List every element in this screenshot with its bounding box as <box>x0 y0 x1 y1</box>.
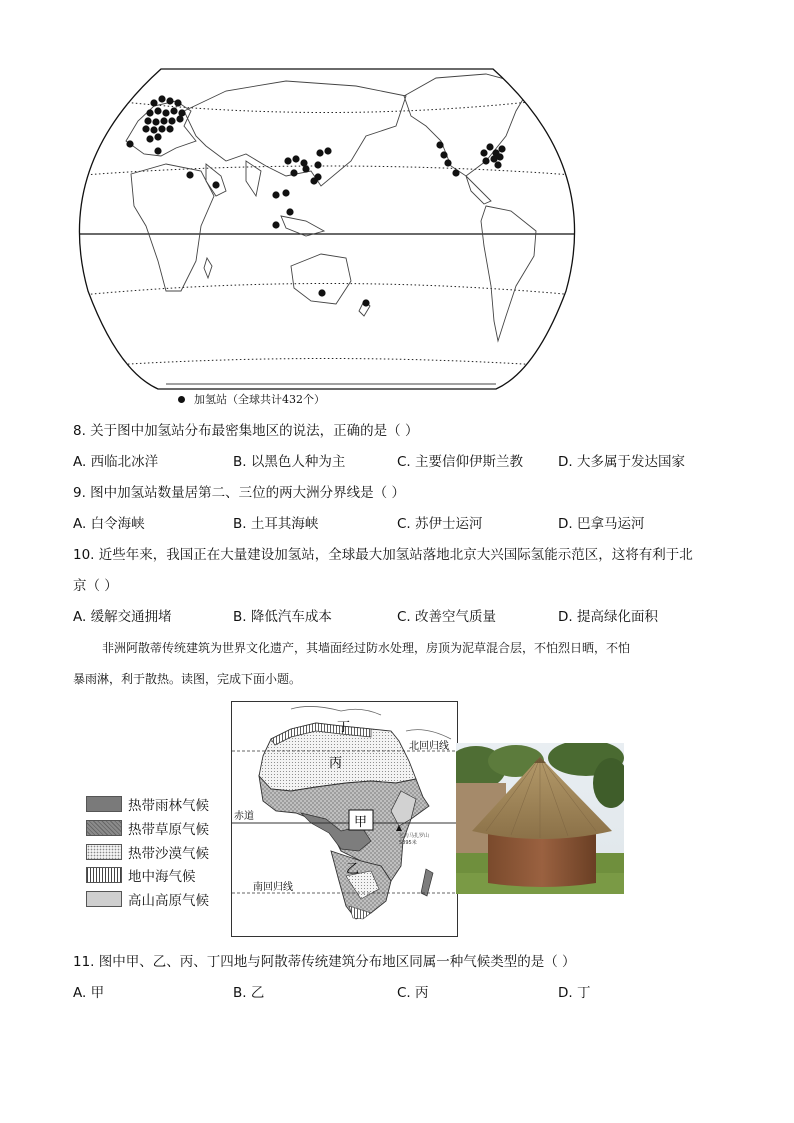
hydrogen-station-dot <box>440 151 447 158</box>
hydrogen-station-dot <box>286 208 293 215</box>
hydrogen-station-dot <box>272 191 279 198</box>
q9-option-a[interactable]: A. 白令海峡 <box>73 516 145 532</box>
hydrogen-station-dot <box>282 189 289 196</box>
hydrogen-station-dot <box>362 299 369 306</box>
hydrogen-station-dot <box>186 171 193 178</box>
hydrogen-station-dot <box>146 135 153 142</box>
region-jia: 甲 <box>354 815 368 830</box>
hydrogen-station-dot <box>162 109 169 116</box>
hydrogen-station-dot <box>284 157 291 164</box>
hydrogen-station-dot <box>170 107 177 114</box>
hydrogen-station-dot <box>494 161 501 168</box>
question-9-stem: 9. 图中加氢站数量居第二、三位的两大洲分界线是（ ） <box>73 485 405 501</box>
world-map-legend-label: 加氢站（全球共计432个） <box>194 393 325 406</box>
passage-line-2: 暴雨淋，利于散热。读图，完成下面小题。 <box>73 672 302 686</box>
hydrogen-station-dot <box>212 181 219 188</box>
kilimanjaro-height: 5895米 <box>399 840 417 846</box>
legend-swatch-light <box>86 891 122 907</box>
label-equator: 赤道 <box>234 811 254 822</box>
hydrogen-station-dot <box>146 109 153 116</box>
q10-option-a[interactable]: A. 缓解交通拥堵 <box>73 609 172 625</box>
label-tropic-of-capricorn: 南回归线 <box>253 882 293 893</box>
label-tropic-of-cancer: 北回归线 <box>409 741 449 752</box>
q11-option-a[interactable]: A. 甲 <box>73 985 105 1001</box>
hydrogen-station-dot <box>496 153 503 160</box>
legend-swatch-dots <box>86 844 122 860</box>
hydrogen-station-dot <box>154 107 161 114</box>
hydrogen-station-dot <box>150 99 157 106</box>
q8-option-c[interactable]: C. 主要信仰伊斯兰教 <box>397 454 524 470</box>
hydrogen-station-dot <box>452 169 459 176</box>
question-10-stem-line-1: 10. 近些年来，我国正在大量建设加氢站，全球最大加氢站落地北京大兴国际氢能示范区，这将有利于北 <box>73 547 693 563</box>
question-10-stem-line-2: 京（ ） <box>73 578 118 594</box>
hydrogen-station-dot <box>168 117 175 124</box>
legend-swatch-vlines <box>86 867 122 883</box>
hydrogen-station-dot <box>160 117 167 124</box>
hydrogen-station-dot <box>154 133 161 140</box>
kilimanjaro-label: 乞力马扎罗山 <box>399 833 430 839</box>
hydrogen-station-dot <box>176 115 183 122</box>
hydrogen-station-dot <box>482 157 489 164</box>
hydrogen-station-dot <box>324 147 331 154</box>
africa-climate-map <box>231 701 458 937</box>
legend-item-tropical-desert: 热带沙漠气候 <box>86 843 209 861</box>
hydrogen-station-dot <box>152 118 159 125</box>
hydrogen-station-dot <box>174 99 181 106</box>
q9-option-c[interactable]: C. 苏伊士运河 <box>397 516 483 532</box>
hydrogen-station-dot <box>126 140 133 147</box>
region-yi: 乙 <box>346 862 360 877</box>
hydrogen-station-dot <box>310 177 317 184</box>
hydrogen-station-dot <box>292 155 299 162</box>
hydrogen-station-dot <box>290 169 297 176</box>
hydrogen-station-dot <box>480 149 487 156</box>
hydrogen-station-dot <box>142 125 149 132</box>
q10-option-b[interactable]: B. 降低汽车成本 <box>233 609 332 625</box>
q10-option-c[interactable]: C. 改善空气质量 <box>397 609 497 625</box>
hydrogen-station-dot <box>498 145 505 152</box>
region-ding: 丁 <box>337 720 351 735</box>
legend-swatch-cross <box>86 820 122 836</box>
hydrogen-station-dot <box>158 95 165 102</box>
hydrogen-station-dot <box>436 141 443 148</box>
legend-swatch-dark <box>86 796 122 812</box>
hydrogen-station-dot <box>144 117 151 124</box>
q8-option-b[interactable]: B. 以黑色人种为主 <box>233 454 346 470</box>
q11-option-d[interactable]: D. 丁 <box>558 985 591 1001</box>
q10-option-d[interactable]: D. 提高绿化面积 <box>558 609 658 625</box>
legend-item-mediterranean: 地中海气候 <box>86 866 196 884</box>
hydrogen-station-dot <box>154 147 161 154</box>
q9-option-b[interactable]: B. 土耳其海峡 <box>233 516 319 532</box>
hydrogen-station-dot <box>316 149 323 156</box>
hydrogen-station-dot <box>272 221 279 228</box>
ashanti-hut-photo <box>456 743 624 894</box>
hydrogen-station-dot <box>158 125 165 132</box>
hydrogen-station-dot <box>302 165 309 172</box>
q11-option-b[interactable]: B. 乙 <box>233 985 265 1001</box>
hydrogen-station-dot <box>318 289 325 296</box>
passage-line-1: 非洲阿散蒂传统建筑为世界文化遗产，其墙面经过防水处理，房顶为泥草混合层，不怕烈日晒，不怕 <box>102 641 631 655</box>
region-bing: 丙 <box>329 756 343 771</box>
station-legend-dot <box>178 396 185 403</box>
hydrogen-station-dot <box>150 126 157 133</box>
q8-option-a[interactable]: A. 西临北冰洋 <box>73 454 159 470</box>
q8-option-d[interactable]: D. 大多属于发达国家 <box>558 454 685 470</box>
hydrogen-station-dot <box>166 97 173 104</box>
hydrogen-station-dot <box>444 159 451 166</box>
hydrogen-station-dot <box>166 125 173 132</box>
legend-item-highland: 高山高原气候 <box>86 890 209 908</box>
question-8-stem: 8. 关于图中加氢站分布最密集地区的说法，正确的是（ ） <box>73 423 419 439</box>
q11-option-c[interactable]: C. 丙 <box>397 985 429 1001</box>
world-map-legend <box>178 391 325 407</box>
world-map-hydrogen-stations <box>66 66 588 396</box>
legend-item-tropical-rainforest: 热带雨林气候 <box>86 795 209 813</box>
hydrogen-station-dot <box>314 161 321 168</box>
q9-option-d[interactable]: D. 巴拿马运河 <box>558 516 645 532</box>
hydrogen-station-dot <box>486 143 493 150</box>
question-11-stem: 11. 图中甲、乙、丙、丁四地与阿散蒂传统建筑分布地区同属一种气候类型的是（ ） <box>73 954 576 970</box>
legend-item-tropical-savanna: 热带草原气候 <box>86 819 209 837</box>
